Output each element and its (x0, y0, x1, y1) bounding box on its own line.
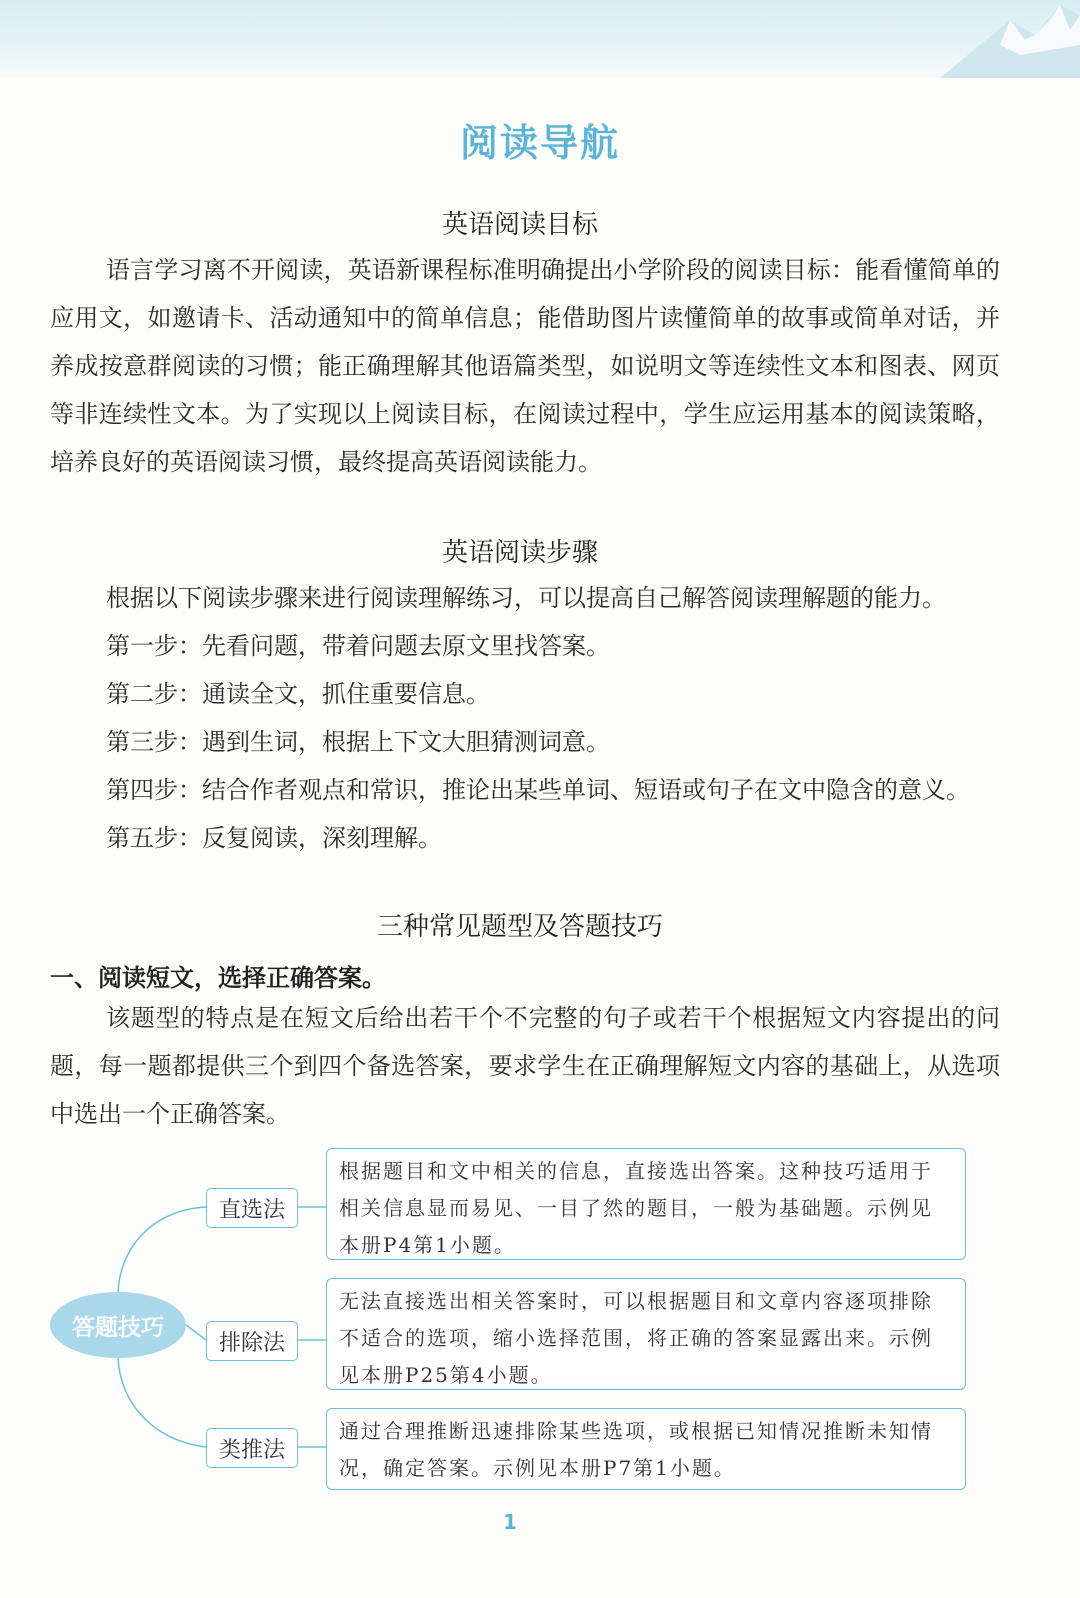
section-heading-steps: 英语阅读步骤 (441, 538, 598, 568)
step-item-1: 第一步：先看问题，带着问题去原文里找答案。 (106, 632, 610, 660)
step-item-2: 第二步：通读全文，抓住重要信息。 (106, 680, 490, 708)
goals-paragraph: 语言学习离不开阅读，英语新课程标准明确提出小学阶段的阅读目标：能看懂简单的应用文，如邀请卡、活动通知中的简单信息；能借助图片读懂简单的故事或简单对话，并养成按意群阅读的习惯；能正确理解其他语篇类型，如说明文等连续性文本和图表、网页等非连续性文本。为了实现以上阅读目标，在阅读过程中，学生应运用基本的阅读策略，培养良好的英语阅读习惯，最终提高英语阅读能力。 (50, 256, 1000, 476)
mountain-icon (900, 0, 1080, 78)
steps-intro: 根据以下阅读步骤来进行阅读理解练习，可以提高自己解答阅读理解题的能力。 (106, 584, 946, 612)
section-heading-types: 三种常见题型及答题技巧 (376, 912, 663, 942)
method-direct: 直选法 (206, 1188, 298, 1228)
method-inference-desc: 通过合理推断迅速排除某些选项，或根据已知情况推断未知情况，确定答案。示例见本册P7第1小题。 (326, 1408, 966, 1490)
method-inference: 类推法 (206, 1428, 298, 1468)
method-elimination: 排除法 (206, 1321, 298, 1361)
question-type-heading: 一、阅读短文，选择正确答案。 (50, 964, 386, 992)
page-title: 阅读导航 (459, 121, 620, 165)
page-number: 1 (503, 1510, 517, 1534)
mind-map-center: 答题技巧 (50, 1292, 186, 1358)
section-heading-goals: 英语阅读目标 (441, 210, 598, 240)
header-band (0, 0, 1080, 78)
method-direct-desc: 根据题目和文中相关的信息，直接选出答案。这种技巧适用于相关信息显而易见、一目了然的题目，一般为基础题。示例见本册P4第1小题。 (326, 1148, 966, 1260)
step-item-5: 第五步：反复阅读，深刻理解。 (106, 824, 442, 852)
question-type-paragraph: 该题型的特点是在短文后给出若干个不完整的句子或若干个根据短文内容提出的问题，每一题都提供三个到四个备选答案，要求学生在正确理解短文内容的基础上，从选项中选出一个正确答案。 (50, 1004, 1000, 1128)
step-item-3: 第三步：遇到生词，根据上下文大胆猜测词意。 (106, 728, 610, 756)
step-item-4: 第四步：结合作者观点和常识，推论出某些单词、短语或句子在文中隐含的意义。 (106, 776, 970, 804)
mind-map (40, 1140, 1040, 1510)
method-elimination-desc: 无法直接选出相关答案时，可以根据题目和文章内容逐项排除不适合的选项，缩小选择范围，将正确的答案显露出来。示例见本册P25第4小题。 (326, 1278, 966, 1390)
